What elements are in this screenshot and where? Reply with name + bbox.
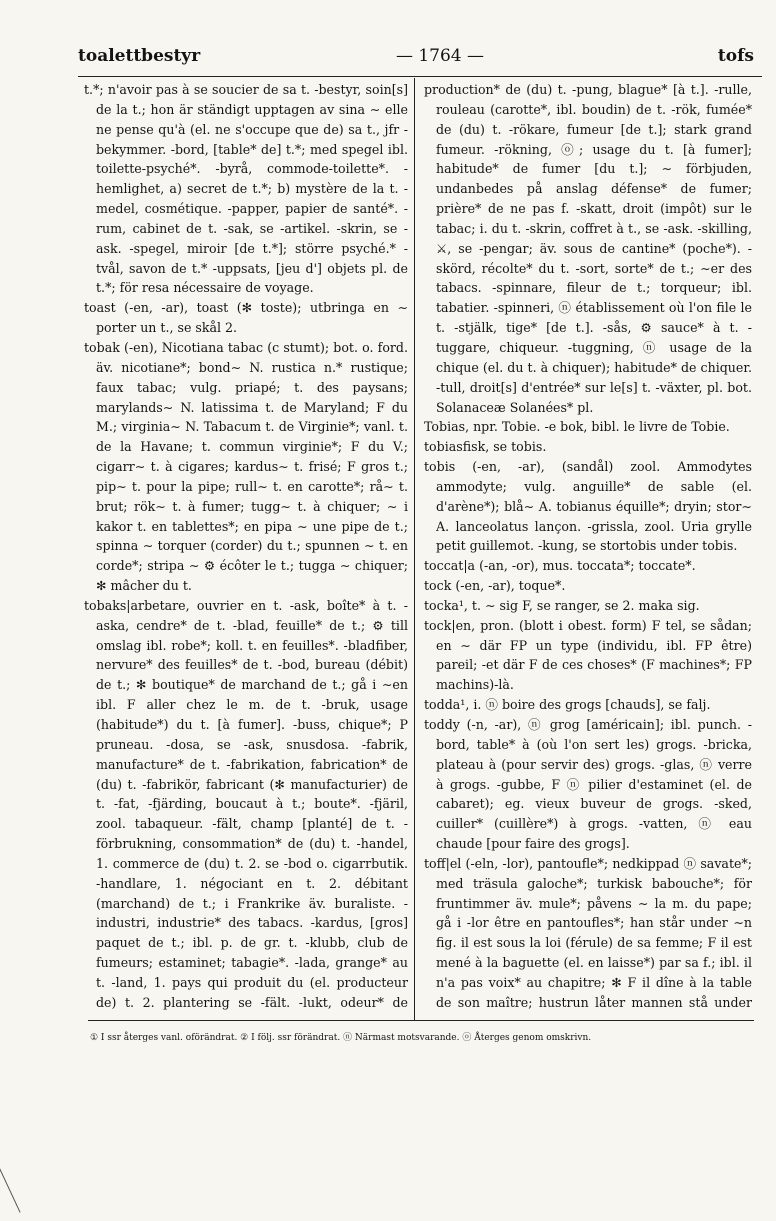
left-running-headword: toalettbestyr	[78, 46, 201, 66]
dictionary-entry: t.*; n'avoir pas à se soucier de sa t. -bestyr, soin[s] de la t.; hon är ständigt upptagen av sina ∼ elle ne pense qu'à (el. ne s'occupe que de) sa t., jfr -bekymmer. -bord, [table* de] t.*; med spegel ibl. toilette-psyché*. -byrå, commode-toilette*. -hemlighet, a) secret de t.*; b) mystère de la t. -medel, cosmétique. -papper, papier de santé*. -rum, cabinet de t. -sak, se -artikel. -skrin, se -ask. -spegel, miroir [de t.*]; större psyché.* -tvål, savon de t.* -uppsats, [jeu d'] objets pl. de t.*; för resa nécessaire de voyage.	[84, 82, 408, 296]
dictionary-entry: todda¹, i. ⓝ boire des grogs [chauds], se falj.	[424, 697, 711, 713]
page-header	[78, 44, 754, 70]
dictionary-entry: toccat|a (-an, -or), mus. toccata*; toccate*.	[424, 558, 696, 574]
dictionary-entry: tobiasfisk, se tobis.	[424, 439, 547, 455]
margin-pencil-mark	[0, 1162, 21, 1212]
dictionary-entry: tobaks|arbetare, ouvrier en t. -ask, boîte* à t. -aska, cendre* de t. -blad, feuille* de t.; ⚙ till omslag ibl. robe*; koll. t. en feuilles*. -bladfiber, nervure* des feuilles* de t. -bod, bureau (débit) de t.; ✻ boutique* de marchand de t.; gå i ∼en ibl. F aller chez le m. de t. -bruk, usage (habitude*) du t. [à fumer]. -buss, chique*; P pruneau. -dosa, se -ask, snusdosa. -fabrik, manufacture* de t. -fabrikation, fabrication* de (du) t. -fabrikör, fabricant (✻ manufacturier) de t. -fat, -fjärding, boucaut à t.; boute*. -fjäril, zool. tabaqueur. -fält, champ [planté] de t. -förbrukning, consommation* de (du) t. -handel, 1. commerce de (du) t. 2. se -bod o. cigarrbutik. -handlare, 1. négociant en t. 2. débitant (marchand) de t.; i Frankrike äv. buraliste. -industri, industrie* des tabacs. -kardus, [gros] paquet de t.; ibl. p. de gr. t. -klubb, club de fumeurs; estaminet; tabagie*. -lada, grange* au t. -land, 1. pays qui produit du (el. producteur de) t. 2. plantering se -fält. -lukt, odeur* de	[84, 597, 408, 1010]
dictionary-entry: tock (-en, -ar), toque*.	[424, 578, 566, 594]
dictionary-entry: tocka¹, t. ∼ sig F, se ranger, se 2. maka sig.	[424, 597, 700, 613]
page-number: — 1764 —	[395, 46, 485, 66]
dictionary-entry: production* de (du) t. -pung, blague* [à t.]. -rulle, rouleau (carotte*, ibl. boudin) de t. -rök, fumée* de (du) t. -rökare, fumeur [de t.]; stark grand fumeur. -rökning, ⓞ; usage du t. [à fumer]; habitude* de fumer [du t.]; ∼ förbjuden, undanbedes på anslag défense* de fumer; prière* de ne pas f. -skatt, droit (impôt) sur le tabac; i. du t. -skrin, coffret à t., se -ask. -skilling, ⚔, se -pengar; äv. sous de cantine* (poche*). -skörd, récolte* du t. -sort, sorte* de t.; ∼er des tabacs. -spinnare, fileur de t.; torqueur; ibl. tabatier. -spinneri, ⓝ établissement où l'on file le t. -stjälk, tige* [de t.]. -sås, ⚙ sauce* à t. -tuggare, chiqueur. -tuggning, ⓝ usage de la chique (el. du t. à chiquer); habitude* de chiquer. -tull, droit[s] d'entrée* sur le[s] t. -växter, pl. bot. Solanaceæ Solanées* pl.	[424, 82, 752, 415]
dictionary-entry: tock|en, pron. (blott i obest. form) F tel, se sådan; en ∼ där FP un type (individu, ibl. FP être) pareil; -et där F de ces choses* (F machines*; FP machins)-là.	[424, 617, 752, 693]
footer-rule	[88, 1020, 754, 1021]
column-divider	[414, 78, 415, 1020]
left-column	[84, 80, 408, 1015]
right-column	[424, 80, 752, 1015]
dictionary-entry: tobis (-en, -ar), (sandål) zool. Ammodytes ammodyte; vulg. anguille* de sable (el. d'arène*); blå∼ A. tobianus équille*; dryin; stor∼ A. lanceolatus lançon. -grissla, zool. Uria grylle petit guillemot. -kung, se stortobis under tobis.	[424, 459, 752, 554]
dictionary-entry: toast (-en, -ar), toast (✻ toste); utbringa en ∼ porter un t., se skål 2.	[84, 300, 408, 336]
footer-legend: ① I ssr återges vanl. oförändrat. ② I följ. ssr förändrat. ⓝ Närmast motsvarande. ⓞ Återges genom omskrivn.	[90, 1033, 592, 1043]
dictionary-entry: toff|el (-eln, -lor), pantoufle*; nedkippad ⓝ savate*; med träsula galoche*; turkisk babouche*; för fruntimmer äv. mule*; påvens ∼ la m. du pape; gå i -lor être en pantoufles*; han står under ∼n fig. il est sous la loi (férule) de sa femme; F il est mené à la baguette (el. en laisse*) par sa f.; ibl. il n'a pas voix* au chapitre; ✻ F il dîne à la table de son maître; hustrun låter mannen stå under	[424, 855, 752, 1010]
header-rule	[78, 76, 762, 77]
dictionary-entry: tobak (-en), Nicotiana tabac (c stumt); bot. o. ford. äv. nicotiane*; bond∼ N. rustica n.* rustique; faux tabac; vulg. priapé; t. des paysans; marylands∼ N. latissima t. de Maryland; F du M.; virginia∼ N. Tabacum t. de Virginie*; vanl. t. de la Havane; t. commun virginie*; F du V.; cigarr∼ t. à cigares; kardus∼ t. frisé; F gros t.; pip∼ t. pour la pipe; rull∼ t. en carotte*; rå∼ t. brut; rök∼ t. à fumer; tugg∼ t. à chiquer; ∼ i kakor t. en tablettes*; en pipa ∼ une pipe de t.; spinna ∼ torquer (corder) du t.; spunnen ∼ t. en corde*; stripa ∼ ⚙ écôter le t.; tugga ∼ chiquer; ✻ mâcher du t.	[84, 339, 408, 594]
right-running-headword: tofs	[717, 46, 754, 66]
dictionary-entry: Tobias, npr. Tobie. -e bok, bibl. le livre de Tobie.	[424, 419, 730, 435]
dictionary-entry: toddy (-n, -ar), ⓝ grog [américain]; ibl. punch. -bord, table* à (où l'on sert les) grogs. -bricka, plateau à (pour servir des) grogs. -glas, ⓝ verre à grogs. -gubbe, F ⓝ pilier d'estaminet (el. de cabaret); eg. vieux buveur de grogs. -sked, cuiller* (cuillère*) à grogs. -vatten, ⓝ eau chaude [pour faire des grogs].	[424, 717, 752, 852]
